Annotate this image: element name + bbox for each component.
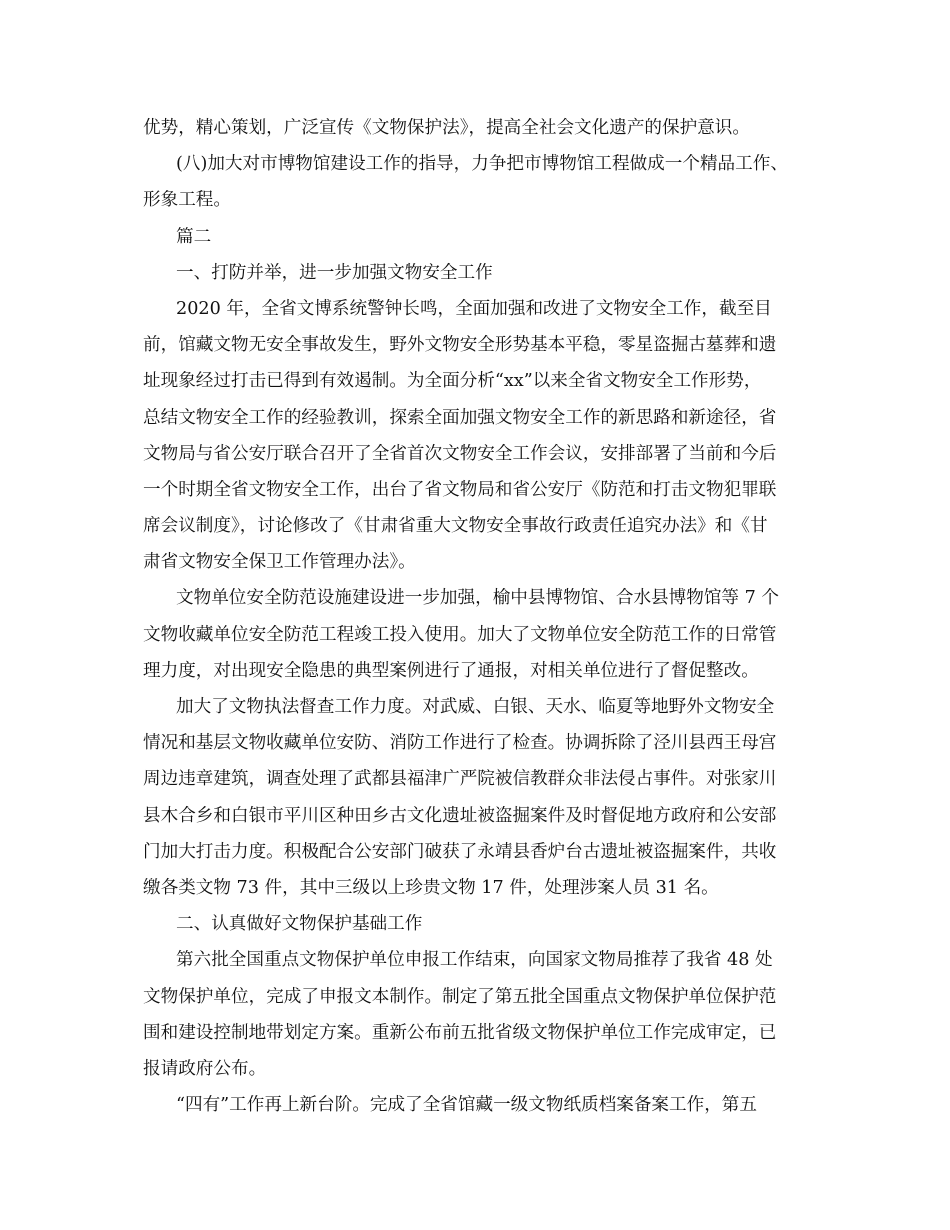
paragraph-line: 周边违章建筑，调查处理了武都县福津广严院被信教群众非法侵占事件。对张家川: [143, 769, 777, 790]
paragraph-line: 席会议制度》，讨论修改了《甘肃省重大文物安全事故行政责任追究办法》和《甘: [143, 516, 768, 537]
paragraph-line: 址现象经过打击已得到有效遏制。为全面分析“xx”以来全省文物安全工作形势，: [143, 371, 762, 392]
section-heading: 篇二: [176, 226, 212, 247]
paragraph-line: 理力度，对出现安全隐患的典型案例进行了通报，对相关单位进行了督促整改。: [143, 660, 759, 681]
paragraph-line: 前，馆藏文物无安全事故发生，野外文物安全形势基本平稳，零星盗掘古墓葬和遗: [143, 335, 777, 356]
paragraph-line: 缴各类文物 73 件，其中三级以上珍贵文物 17 件，处理涉案人员 31 名。: [143, 877, 719, 898]
paragraph-line: 报请政府公布。: [143, 1058, 267, 1079]
document-body: [143, 110, 807, 1123]
paragraph-line: 围和建设控制地带划定方案。重新公布前五批省级文物保护单位工作完成审定，已: [143, 1022, 777, 1043]
section-heading: 一、打防并举，进一步加强文物安全工作: [176, 262, 493, 283]
paragraph-line: 形象工程。: [143, 190, 231, 211]
paragraph-line: 优势，精心策划，广泛宣传《文物保护法》，提高全社会文化遗产的保护意识。: [143, 118, 750, 138]
paragraph-line: 情况和基层文物收藏单位安防、消防工作进行了检查。协调拆除了泾川县西王母宫: [143, 733, 777, 754]
paragraph-line: 第六批全国重点文物保护单位申报工作结束，向国家文物局推荐了我省 48 处: [176, 950, 773, 971]
paragraph-line: (八)加大对市博物馆建设工作的指导，力争把市博物馆工程做成一个精品工作、: [176, 154, 788, 175]
paragraph-line: “四有”工作再上新台阶。完成了全省馆藏一级文物纸质档案备案工作，第五: [176, 1095, 757, 1116]
paragraph-line: 总结文物安全工作的经验教训，探索全面加强文物安全工作的新思路和新途径，省: [143, 407, 777, 428]
paragraph-line: 文物局与省公安厅联合召开了全省首次文物安全工作会议，安排部署了当前和今后: [143, 443, 777, 464]
paragraph-line: 肃省文物安全保卫工作管理办法》。: [143, 552, 416, 573]
paragraph-line: 2020 年，全省文博系统警钟长鸣，全面加强和改进了文物安全工作，截至目: [176, 298, 772, 319]
paragraph-line: 门加大打击力度。积极配合公安部门破获了永靖县香炉台古遗址被盗掘案件，共收: [143, 841, 777, 862]
paragraph-line: 加大了文物执法督查工作力度。对武威、白银、天水、临夏等地野外文物安全: [176, 697, 775, 717]
paragraph-line: 一个时期全省文物安全工作，出台了省文物局和省公安厅《防范和打击文物犯罪联: [143, 479, 777, 500]
paragraph-line: 文物收藏单位安全防范工程竣工投入使用。加大了文物单位安全防范工作的日常管: [143, 624, 777, 645]
section-heading: 二、认真做好文物保护基础工作: [176, 914, 423, 935]
paragraph-line: 县木合乡和白银市平川区种田乡古文化遗址被盗掘案件及时督促地方政府和公安部: [143, 805, 777, 826]
paragraph-line: 文物保护单位，完成了申报文本制作。制定了第五批全国重点文物保护单位保护范: [143, 986, 777, 1007]
paragraph-line: 文物单位安全防范设施建设进一步加强，榆中县博物馆、合水县博物馆等 7 个: [176, 588, 779, 609]
